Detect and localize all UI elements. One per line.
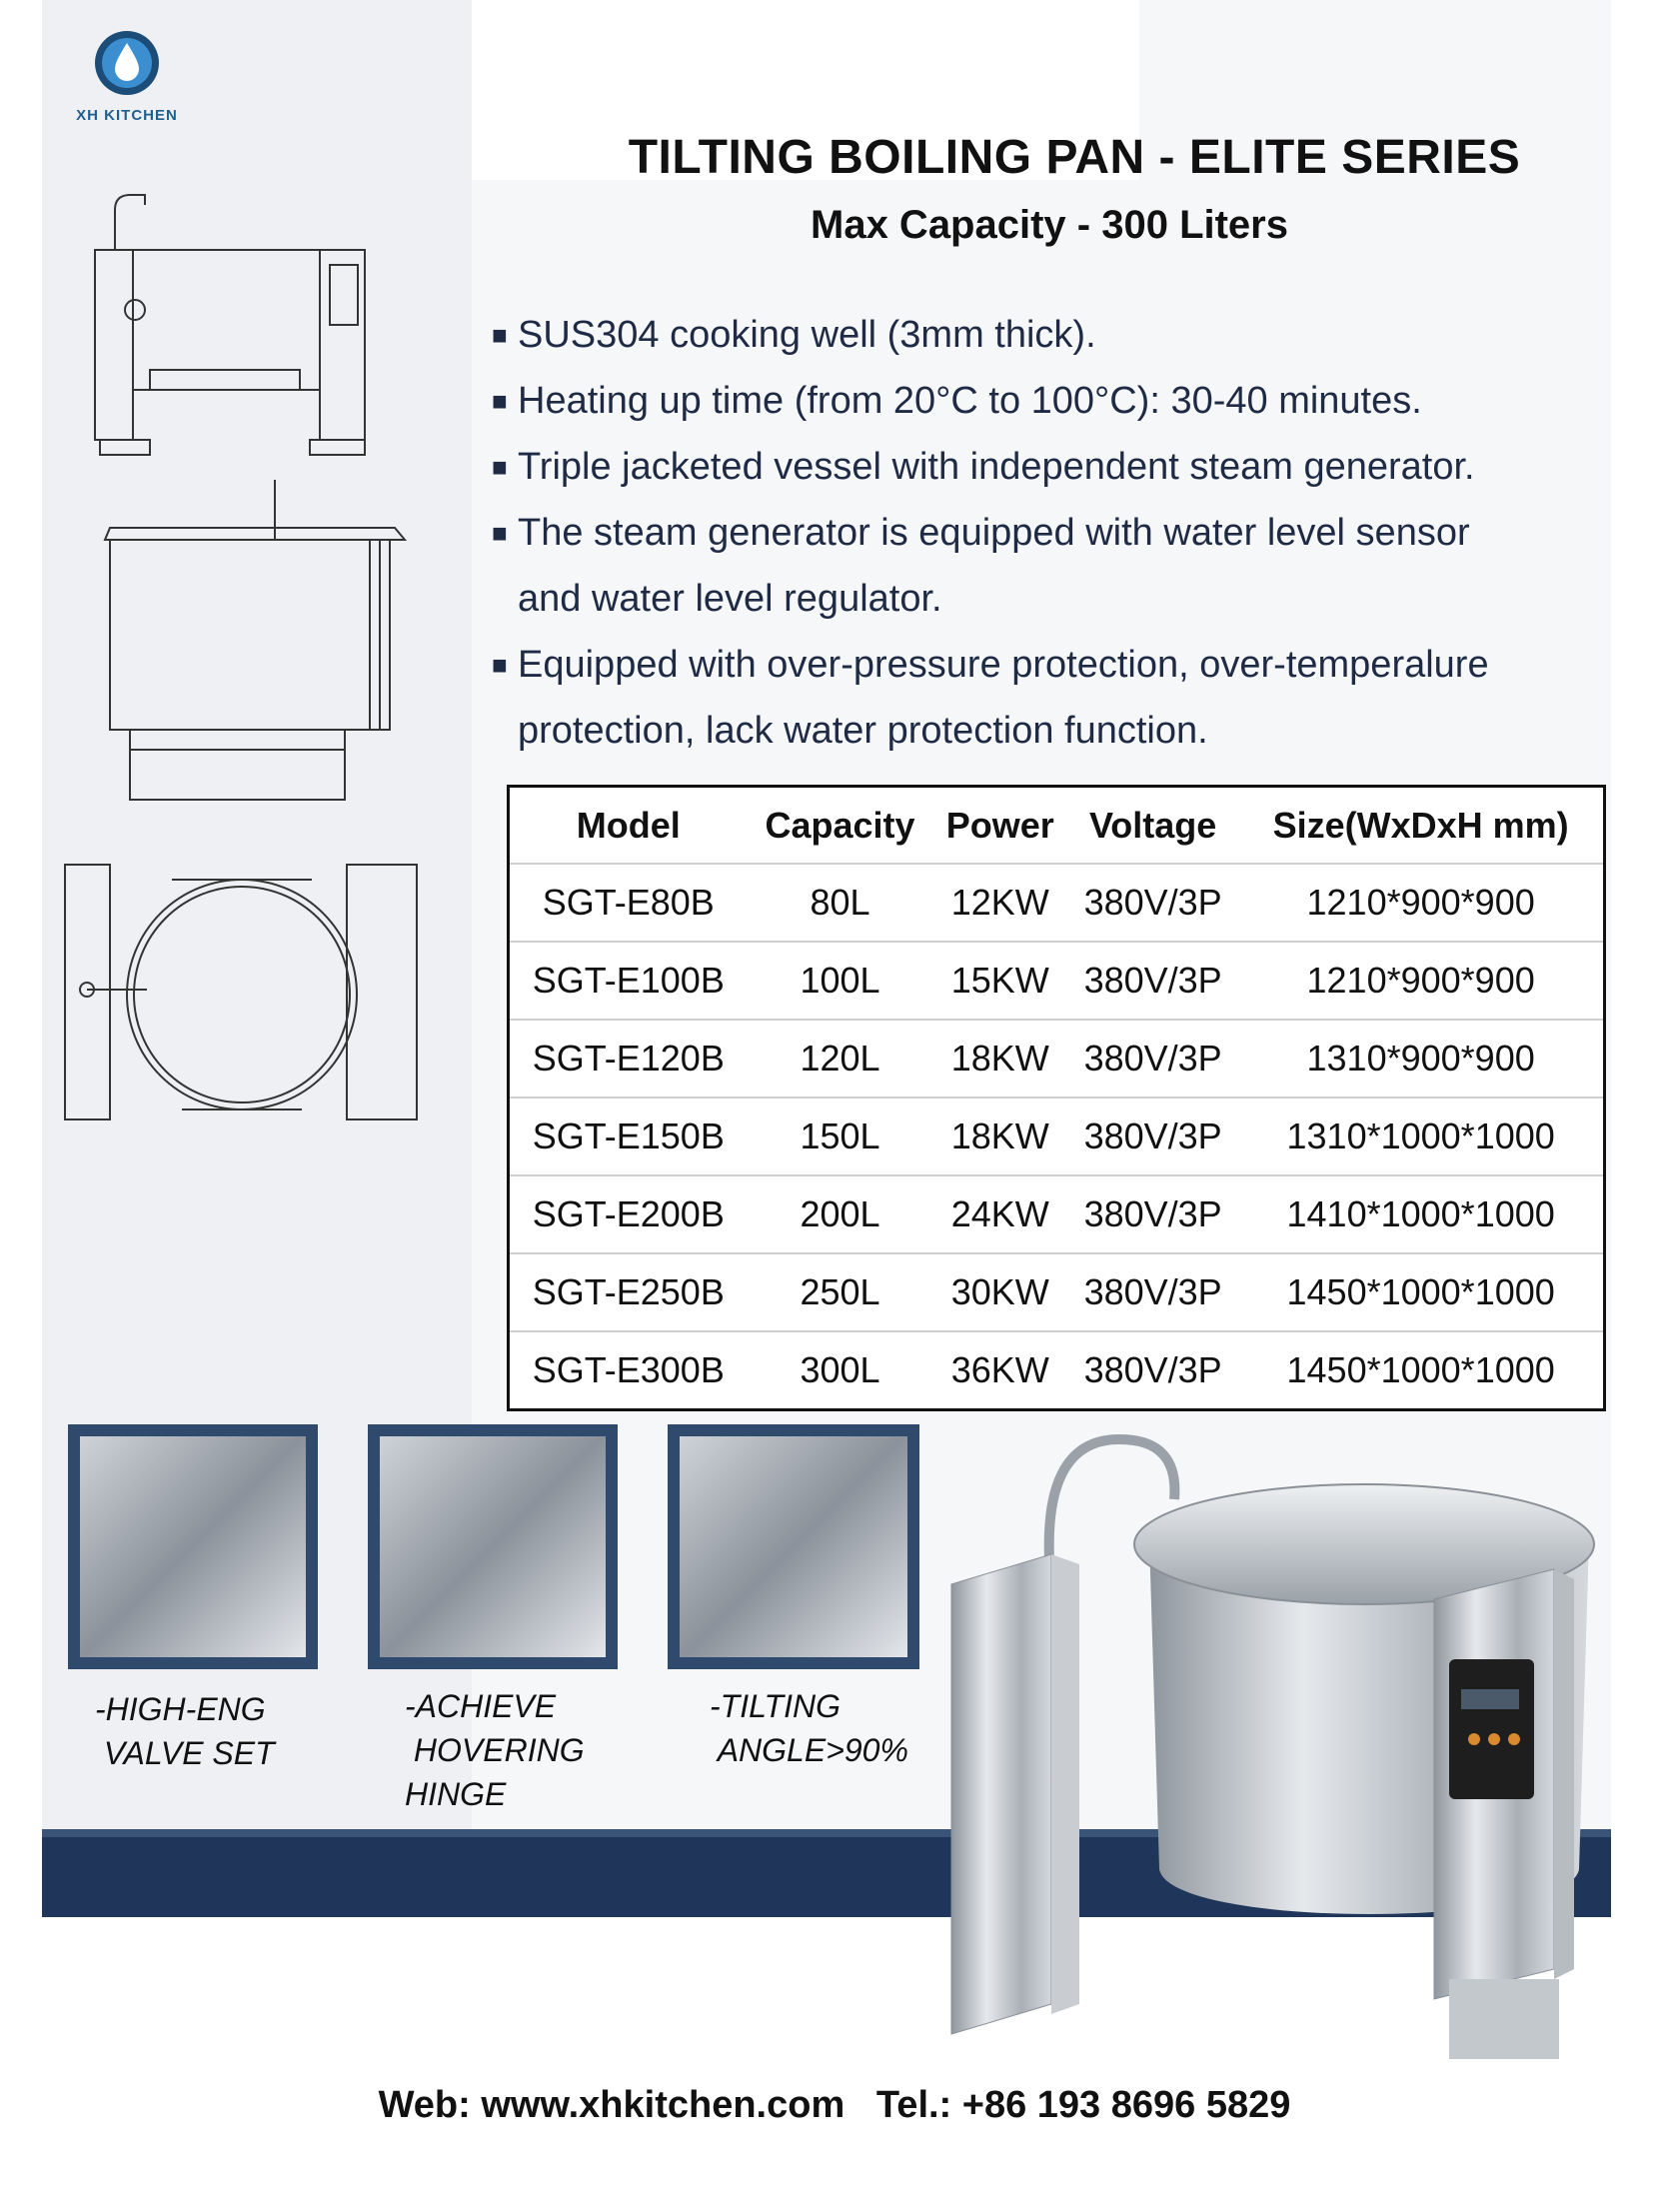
highlight-caption (710, 1684, 908, 1772)
table-row (509, 1253, 1605, 1331)
cell-size: 1210*900*900 (1238, 942, 1604, 1020)
column-header: Capacity (765, 804, 915, 846)
column-header: Model (576, 804, 681, 846)
table-header-row (509, 787, 1605, 865)
cell-size: 1310*900*900 (1238, 1020, 1604, 1098)
feature-text-continued: protection, lack water protection function. (518, 710, 1208, 752)
cell-capacity: 100L (748, 942, 933, 1020)
caption-line: ANGLE>90% (710, 1732, 908, 1768)
cell-capacity: 80L (748, 864, 933, 942)
boiling-pan-product-image (949, 1419, 1629, 2059)
feature-text: SUS304 cooking well (3mm thick). (518, 314, 1096, 356)
tilting-photo (668, 1424, 919, 1669)
cell-voltage: 380V/3P (1067, 942, 1238, 1020)
caption-line: HOVERING (405, 1732, 585, 1768)
page-title: TILTING BOILING PAN - ELITE SERIES (628, 131, 1521, 184)
cell-voltage: 380V/3P (1067, 1020, 1238, 1098)
column-header: Power (945, 804, 1054, 846)
cell-power: 18KW (932, 1020, 1067, 1098)
water-drop-logo-icon (92, 28, 162, 98)
cell-voltage: 380V/3P (1067, 1098, 1238, 1175)
bullet-square-icon: ■ (492, 518, 508, 548)
highlight-caption (405, 1684, 585, 1816)
cell-model: SGT-E80B (509, 864, 748, 942)
feature-text: Triple jacketed vessel with independent steam generator. (518, 446, 1475, 488)
bullet-square-icon: ■ (492, 386, 508, 416)
feature-text: The steam generator is equipped with water level sensor (518, 512, 1470, 554)
front-view-drawing (90, 190, 390, 470)
cell-size: 1450*1000*1000 (1238, 1253, 1604, 1331)
caption-line: -ACHIEVE (405, 1688, 557, 1724)
caption-line: VALVE SET (95, 1735, 275, 1771)
bullet-square-icon: ■ (492, 650, 508, 680)
brand-logo (72, 28, 182, 124)
highlight-caption (95, 1687, 275, 1775)
cell-capacity: 250L (748, 1253, 933, 1331)
feature-item (492, 500, 1591, 632)
cell-power: 24KW (932, 1175, 1067, 1253)
hinge-image (380, 1436, 606, 1657)
cell-model: SGT-E300B (509, 1331, 748, 1410)
feature-item (492, 632, 1591, 764)
table-row (509, 1331, 1605, 1410)
cell-voltage: 380V/3P (1067, 1253, 1238, 1331)
caption-line: HINGE (405, 1776, 507, 1812)
caption-line: -TILTING (710, 1688, 840, 1724)
bullet-square-icon: ■ (492, 452, 508, 482)
cell-model: SGT-E100B (509, 942, 748, 1020)
top-view-drawing (62, 860, 422, 1129)
table-row (509, 1098, 1605, 1175)
cell-capacity: 120L (748, 1020, 933, 1098)
feature-item (492, 434, 1591, 500)
table-row (509, 942, 1605, 1020)
hinge-photo (368, 1424, 618, 1669)
cell-power: 36KW (932, 1331, 1067, 1410)
cell-size: 1310*1000*1000 (1238, 1098, 1604, 1175)
valve-set-photo (68, 1424, 318, 1669)
cell-model: SGT-E250B (509, 1253, 748, 1331)
column-header: Voltage (1088, 804, 1217, 846)
spec-table (507, 785, 1606, 1411)
table-row (509, 1020, 1605, 1098)
feature-item (492, 368, 1591, 434)
cell-power: 30KW (932, 1253, 1067, 1331)
cell-voltage: 380V/3P (1067, 864, 1238, 942)
cell-model: SGT-E200B (509, 1175, 748, 1253)
cell-power: 12KW (932, 864, 1067, 942)
cell-capacity: 150L (748, 1098, 933, 1175)
cell-model: SGT-E150B (509, 1098, 748, 1175)
column-header: Size(WxDxH mm) (1272, 804, 1569, 846)
bullet-square-icon: ■ (492, 320, 508, 350)
feature-text: Equipped with over-pressure protection, over-temperalure (518, 644, 1489, 686)
page-subtitle: Max Capacity - 300 Liters (811, 203, 1288, 247)
cell-power: 15KW (932, 942, 1067, 1020)
feature-item (492, 302, 1591, 368)
cell-capacity: 300L (748, 1331, 933, 1410)
valve-set-image (80, 1436, 306, 1657)
feature-text: Heating up time (from 20°C to 100°C): 30-40 minutes. (518, 380, 1422, 422)
brand-name: XH KITCHEN (76, 107, 178, 124)
cell-voltage: 380V/3P (1067, 1331, 1238, 1410)
table-row (509, 1175, 1605, 1253)
cell-capacity: 200L (748, 1175, 933, 1253)
feature-text-continued: and water level regulator. (518, 578, 942, 620)
cell-voltage: 380V/3P (1067, 1175, 1238, 1253)
side-view-drawing (100, 470, 410, 810)
cell-model: SGT-E120B (509, 1020, 748, 1098)
cell-size: 1450*1000*1000 (1238, 1331, 1604, 1410)
cell-size: 1410*1000*1000 (1238, 1175, 1604, 1253)
table-row (509, 864, 1605, 942)
cell-power: 18KW (932, 1098, 1067, 1175)
feature-list (492, 302, 1591, 764)
footer-contact: Web: www.xhkitchen.com Tel.: +86 193 8696 5829 (378, 2084, 1291, 2126)
tilting-image (680, 1436, 907, 1657)
cell-size: 1210*900*900 (1238, 864, 1604, 942)
caption-line: -HIGH-ENG (95, 1691, 266, 1727)
